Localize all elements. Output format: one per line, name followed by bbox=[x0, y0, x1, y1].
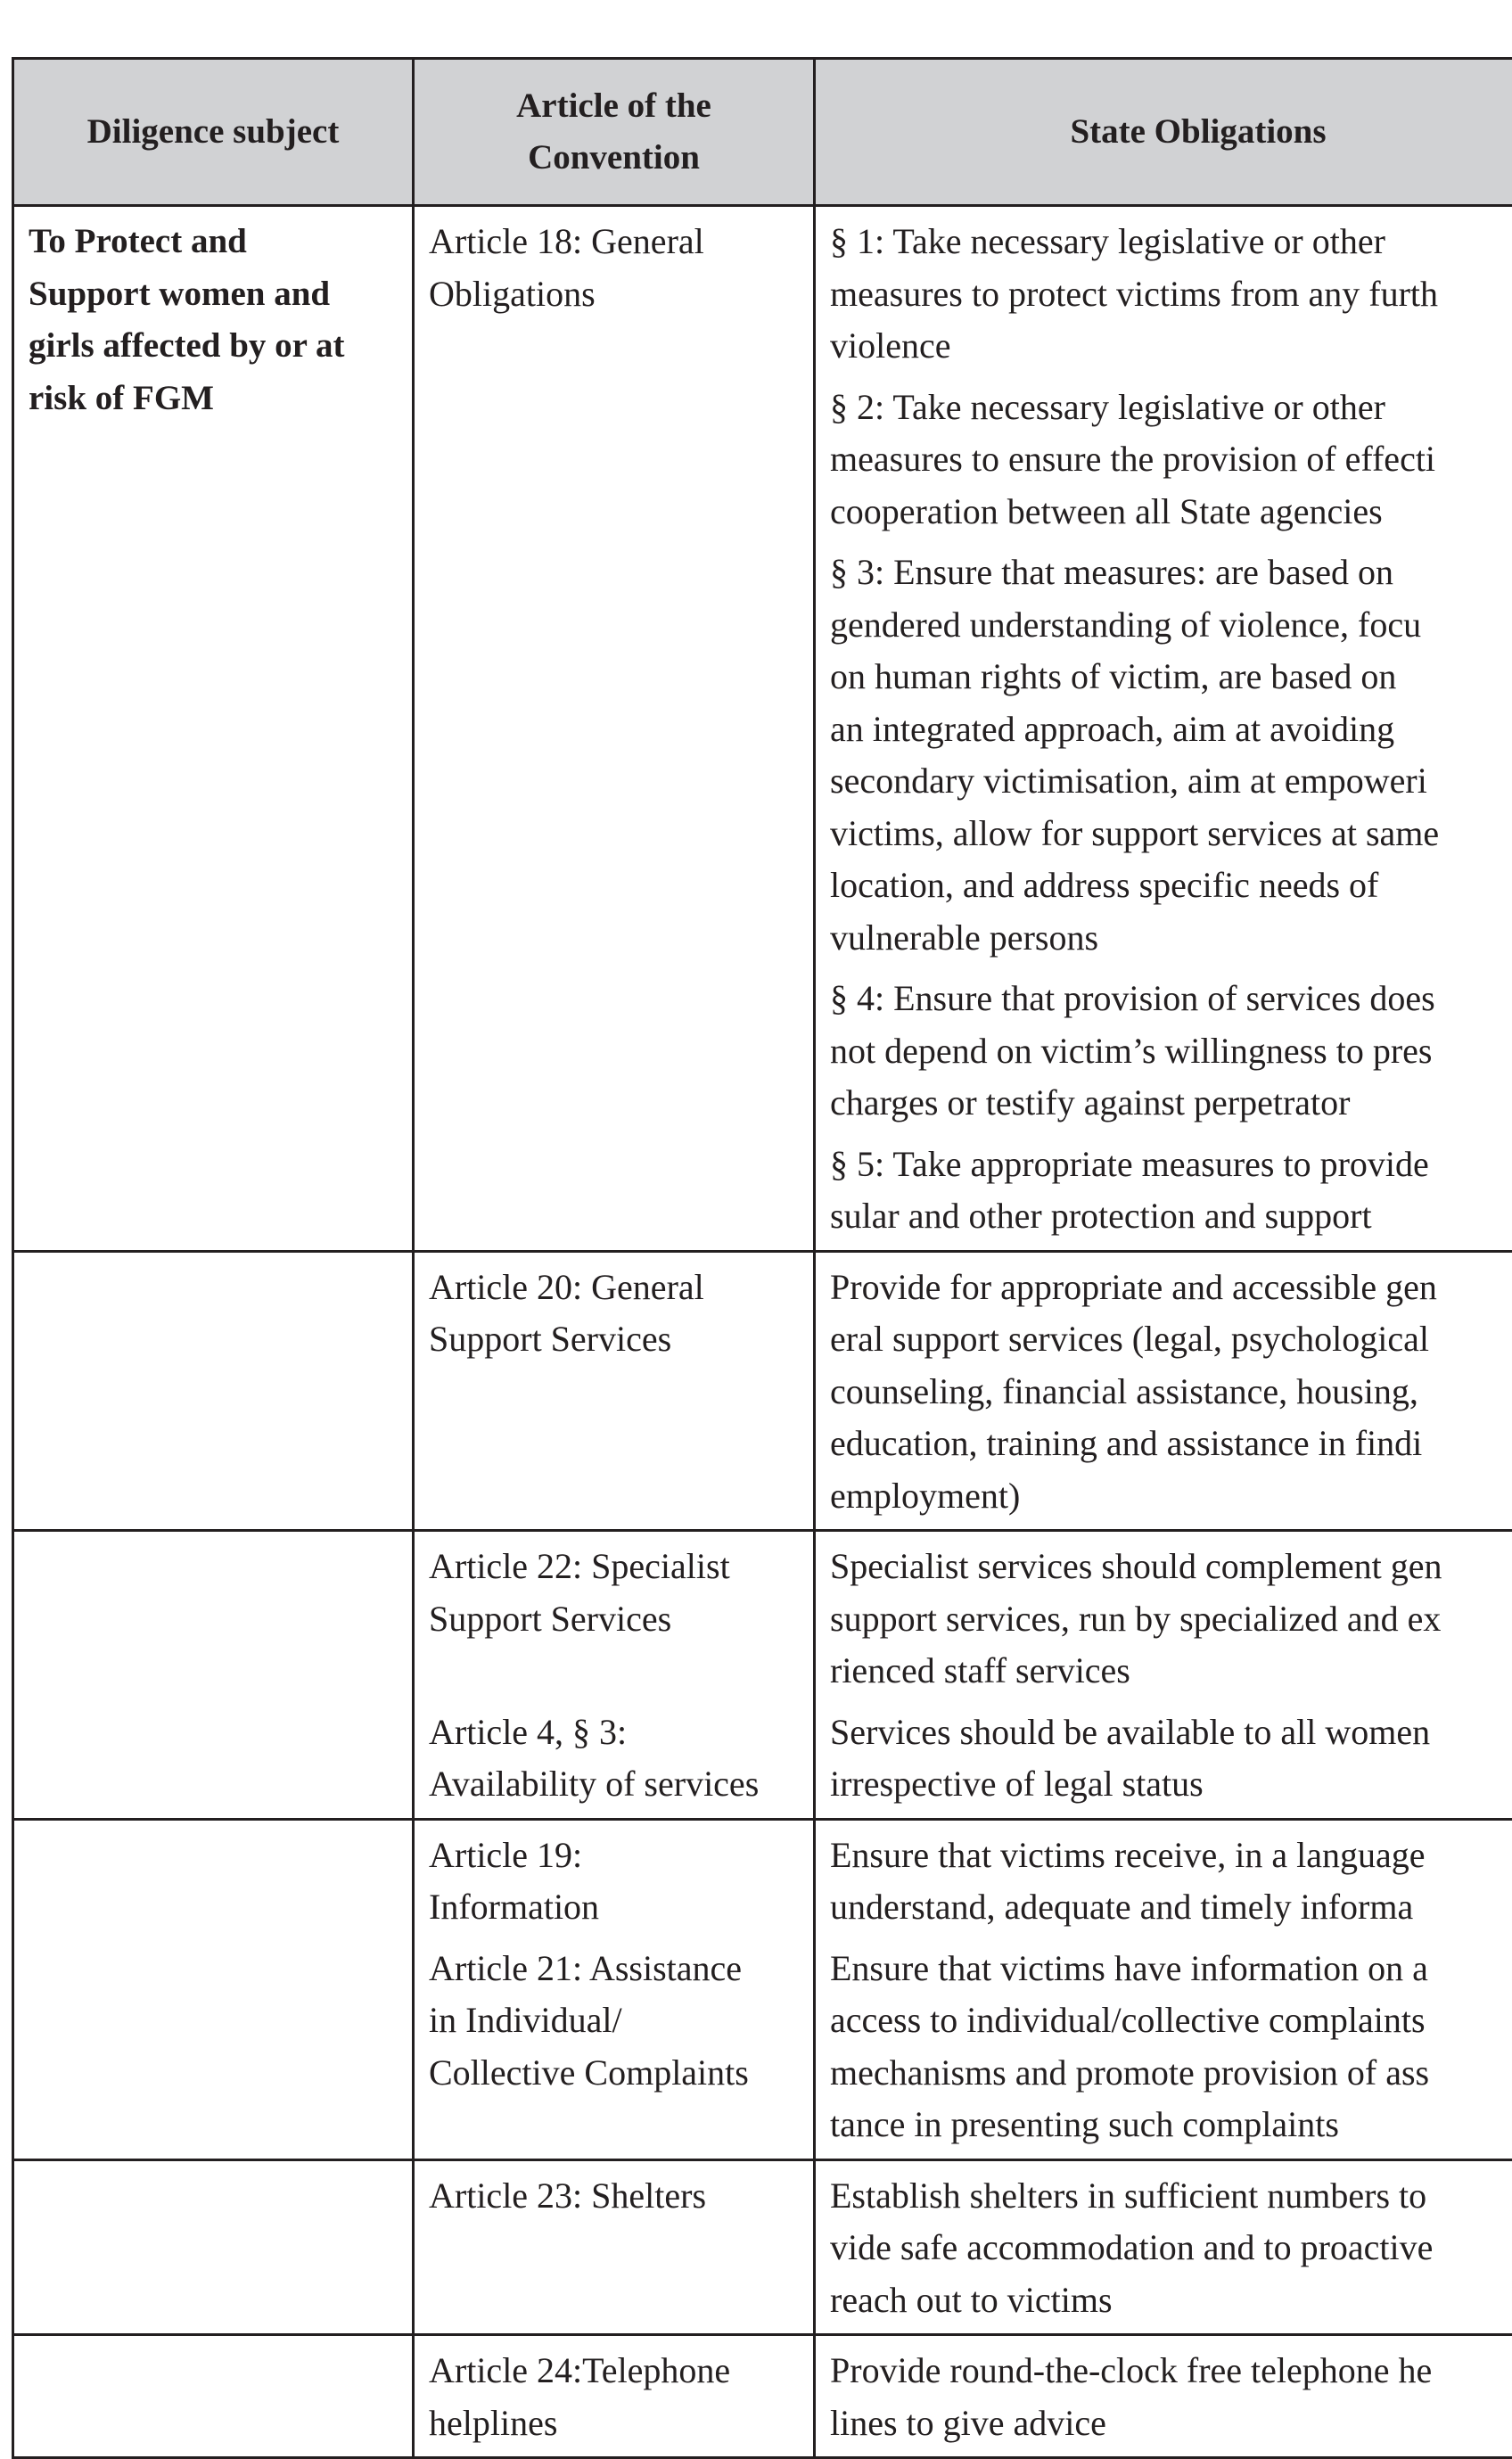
obligation-line: counseling, financial assistance, housing, bbox=[830, 1366, 1512, 1419]
obligation-line: access to individual/collective complaints bbox=[830, 1994, 1512, 2047]
article-line: Collective Complaints bbox=[429, 2047, 804, 2100]
article-line: Article 20: General bbox=[429, 1262, 804, 1314]
subject-cell bbox=[13, 2159, 414, 2335]
obligation-line: sular and other protection and support bbox=[830, 1190, 1512, 1243]
obligation-line: Ensure that victims receive, in a language bbox=[830, 1830, 1512, 1882]
obligation-line: measures to ensure the provision of effecti bbox=[830, 433, 1512, 486]
header-line: Diligence subject bbox=[14, 106, 412, 158]
obligation-entry bbox=[830, 1139, 1512, 1243]
obligation-line: an integrated approach, aim at avoiding bbox=[830, 703, 1512, 756]
subject-cell bbox=[13, 1531, 414, 1820]
table-row bbox=[13, 1819, 1512, 2159]
obligation-line: not depend on victim’s willingness to pres bbox=[830, 1025, 1512, 1078]
article-cell bbox=[414, 1531, 815, 1820]
obligation-line: § 4: Ensure that provision of services does bbox=[830, 973, 1512, 1025]
obligation-entry bbox=[830, 973, 1512, 1130]
article-entry bbox=[429, 1706, 804, 1811]
obligation-entry bbox=[830, 216, 1512, 373]
obligation-line: eral support services (legal, psychological bbox=[830, 1313, 1512, 1366]
table-header-row bbox=[13, 59, 1512, 206]
article-line: Obligations bbox=[429, 268, 804, 321]
table-row bbox=[13, 2159, 1512, 2335]
obligation-line: vulnerable persons bbox=[830, 912, 1512, 965]
article-line: Information bbox=[429, 1881, 804, 1934]
obligation-line: Provide round-the-clock free telephone he bbox=[830, 2345, 1512, 2397]
header-state-obligations bbox=[815, 59, 1512, 206]
obligation-line: Ensure that victims have information on a bbox=[830, 1943, 1512, 1995]
subject-cell bbox=[13, 206, 414, 1252]
header-line: Article of the bbox=[415, 80, 813, 132]
article-line: in Individual/ bbox=[429, 1994, 804, 2047]
obligation-entry bbox=[830, 1262, 1512, 1523]
obligation-entry bbox=[830, 1706, 1512, 1811]
obligation-cell bbox=[815, 2159, 1512, 2335]
article-cell bbox=[414, 1251, 815, 1531]
article-entry bbox=[429, 1262, 804, 1366]
obligation-entry bbox=[830, 1541, 1512, 1698]
obligation-line: support services, run by specialized and ex bbox=[830, 1593, 1512, 1646]
header-article bbox=[414, 59, 815, 206]
obligation-line: charges or testify against perpetrator bbox=[830, 1077, 1512, 1130]
obligation-line: mechanisms and promote provision of ass bbox=[830, 2047, 1512, 2100]
article-entry bbox=[429, 1830, 804, 1934]
obligation-line: lines to give advice bbox=[830, 2397, 1512, 2450]
obligation-line: Services should be available to all women bbox=[830, 1706, 1512, 1759]
obligation-line: § 5: Take appropriate measures to provide bbox=[830, 1139, 1512, 1191]
subject-line: To Protect and bbox=[29, 216, 403, 268]
obligation-line: secondary victimisation, aim at empoweri bbox=[830, 755, 1512, 808]
header-line: State Obligations bbox=[816, 106, 1512, 158]
obligation-line: employment) bbox=[830, 1470, 1512, 1523]
obligation-line: Specialist services should complement gen bbox=[830, 1541, 1512, 1593]
obligation-line: Provide for appropriate and accessible gen bbox=[830, 1262, 1512, 1314]
article-entry bbox=[429, 216, 804, 320]
obligations-table bbox=[12, 57, 1512, 2459]
table-row bbox=[13, 1251, 1512, 1531]
obligation-line: understand, adequate and timely informa bbox=[830, 1881, 1512, 1934]
header-diligence-subject bbox=[13, 59, 414, 206]
article-entry bbox=[429, 1541, 804, 1698]
obligation-line: gendered understanding of violence, focu bbox=[830, 599, 1512, 652]
obligation-line: irrespective of legal status bbox=[830, 1758, 1512, 1811]
article-line: Support Services bbox=[429, 1313, 804, 1366]
obligation-line: § 1: Take necessary legislative or other bbox=[830, 216, 1512, 268]
article-entry bbox=[429, 2170, 804, 2223]
obligation-line: location, and address specific needs of bbox=[830, 859, 1512, 912]
article-line: Article 18: General bbox=[429, 216, 804, 268]
obligation-line: Establish shelters in sufficient numbers to bbox=[830, 2170, 1512, 2223]
obligation-line: vide safe accommodation and to proactive bbox=[830, 2222, 1512, 2274]
subject-cell bbox=[13, 1819, 414, 2159]
obligation-line: measures to protect victims from any furth bbox=[830, 268, 1512, 321]
article-line: Article 21: Assistance bbox=[429, 1943, 804, 1995]
article-line: Article 4, § 3: bbox=[429, 1706, 804, 1759]
article-cell bbox=[414, 2159, 815, 2335]
table-row bbox=[13, 206, 1512, 1252]
article-entry bbox=[429, 1943, 804, 2100]
obligation-entry bbox=[830, 1830, 1512, 1934]
obligation-cell bbox=[815, 1531, 1512, 1820]
article-line: Article 22: Specialist bbox=[429, 1541, 804, 1593]
obligation-entry bbox=[830, 382, 1512, 539]
obligation-line: § 2: Take necessary legislative or other bbox=[830, 382, 1512, 434]
obligation-line: reach out to victims bbox=[830, 2274, 1512, 2327]
subject-line: Support women and bbox=[29, 268, 403, 321]
obligation-line: violence bbox=[830, 320, 1512, 373]
obligation-line: on human rights of victim, are based on bbox=[830, 651, 1512, 703]
subject-line: risk of FGM bbox=[29, 373, 403, 425]
obligation-line: rienced staff services bbox=[830, 1645, 1512, 1698]
obligation-line: § 3: Ensure that measures: are based on bbox=[830, 547, 1512, 599]
obligation-entry bbox=[830, 547, 1512, 964]
article-entry bbox=[429, 2345, 804, 2449]
obligation-line: cooperation between all State agencies bbox=[830, 486, 1512, 539]
obligation-entry bbox=[830, 2345, 1512, 2449]
article-line: Support Services bbox=[429, 1593, 804, 1646]
obligation-line: victims, allow for support services at same bbox=[830, 808, 1512, 860]
obligation-cell bbox=[815, 206, 1512, 1252]
obligation-cell bbox=[815, 1819, 1512, 2159]
article-cell bbox=[414, 1819, 815, 2159]
obligation-entry bbox=[830, 2170, 1512, 2327]
obligation-line: education, training and assistance in findi bbox=[830, 1418, 1512, 1470]
article-line: Article 19: bbox=[429, 1830, 804, 1882]
article-line: helplines bbox=[429, 2397, 804, 2450]
subject-cell bbox=[13, 1251, 414, 1531]
obligation-line: tance in presenting such complaints bbox=[830, 2099, 1512, 2151]
obligation-cell bbox=[815, 1251, 1512, 1531]
obligations-table-container bbox=[12, 57, 1512, 2459]
obligation-entry bbox=[830, 1943, 1512, 2151]
article-spacer bbox=[429, 1645, 804, 1698]
table-row bbox=[13, 1531, 1512, 1820]
subject-line: girls affected by or at bbox=[29, 320, 403, 373]
article-line: Article 24:Telephone bbox=[429, 2345, 804, 2397]
header-line: Convention bbox=[415, 132, 813, 184]
article-line: Availability of services bbox=[429, 1758, 804, 1811]
article-line: Article 23: Shelters bbox=[429, 2170, 804, 2223]
article-cell bbox=[414, 206, 815, 1252]
